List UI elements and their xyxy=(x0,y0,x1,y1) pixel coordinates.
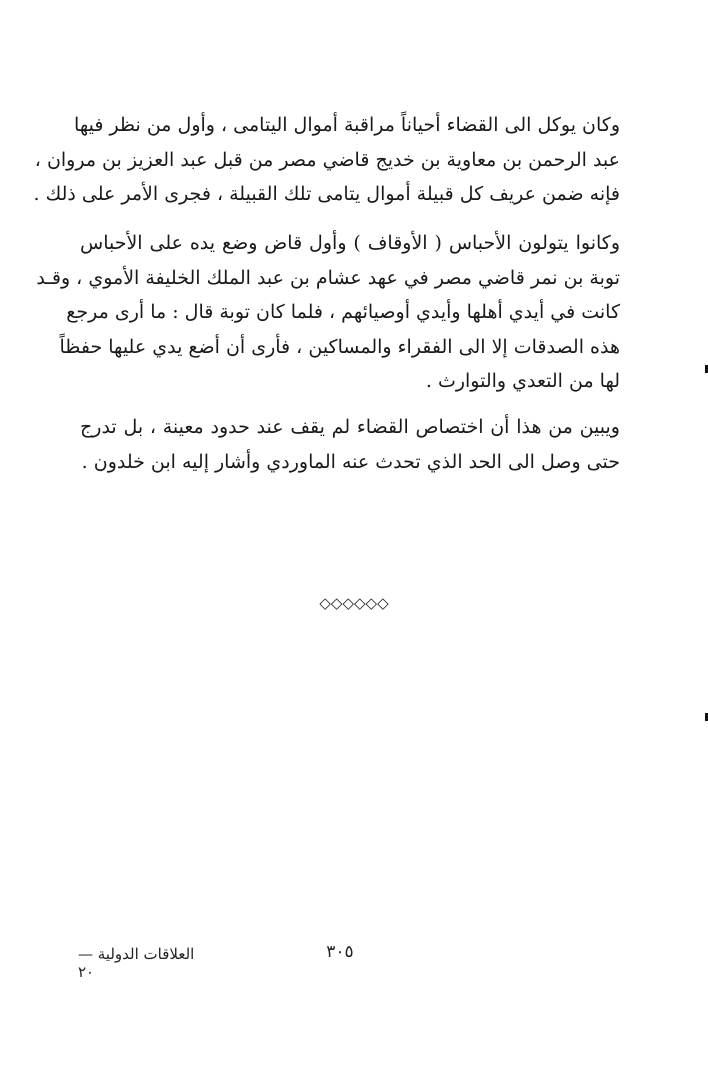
paragraph-2 xyxy=(36,226,620,399)
paragraph-3 xyxy=(80,410,620,479)
text-line: توبة بن نمر قاضي مصر في عهد عشام بن عبد الملك الخليفة الأموي ، وقـد xyxy=(36,266,620,289)
signature-mark: العلاقات الدولية — ٢٠ xyxy=(78,945,195,981)
text-line: عبد الرحمن بن معاوية بن خديج قاضي مصر من قبل عبد العزيز بن مروان ، xyxy=(34,148,620,171)
text-line: وكانوا يتولون الأحباس ( الأوقاف ) وأول قاض وضع يده على الأحباس xyxy=(80,232,620,254)
text-line: هذه الصدقات إلا الى الفقراء والمساكين ، فأرى أن أضع يدي عليها حفظاً xyxy=(59,335,620,358)
text-line: فإنه ضمن عريف كل قبيلة أموال يتامى تلك القبيلة ، فجرى الأمر على ذلك . xyxy=(33,183,620,205)
text-line: لها من التعدي والتوارث . xyxy=(425,370,620,392)
text-line: كانت في أيدي أهلها وأيدي أوصيائهم ، فلما كان توبة قال : ما أرى مرجع xyxy=(66,301,620,323)
paragraph-1 xyxy=(33,108,620,212)
text-line: حتى وصل الى الحد الذي تحدث عنه الماوردي وأشار إليه ابن خلدون . xyxy=(81,450,620,473)
text-line: وكان يوكل الى القضاء أحياناً مراقبة أموال اليتامى ، وأول من نظر فيها xyxy=(74,114,620,136)
section-ornament: ◇◇◇◇◇◇ xyxy=(319,594,389,612)
page-number: ٣٠٥ xyxy=(326,942,354,962)
text-line: ويبين من هذا أن اختصاص القضاء لم يقف عند حدود معينة ، بل تدرج xyxy=(80,416,620,438)
